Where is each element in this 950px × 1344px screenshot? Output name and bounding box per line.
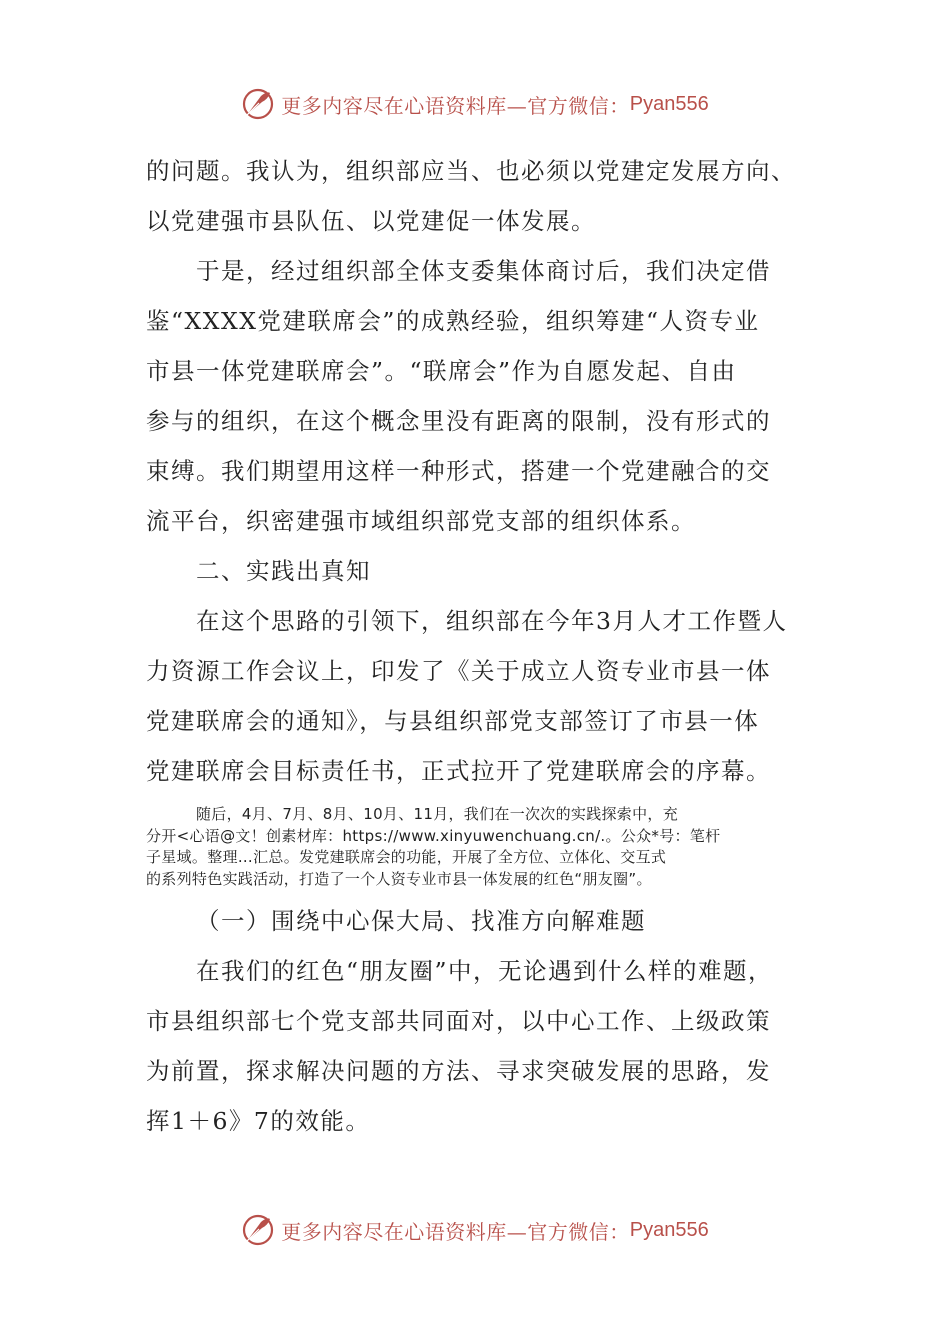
paragraph-line: 的问题。我认为，组织部应当、也必须以党建定发展方向、	[146, 157, 796, 185]
paragraph-line: 党建联席会目标责任书，正式拉开了党建联席会的序幕。	[146, 757, 771, 785]
paragraph-line: 鉴“XXXX党建联席会”的成熟经验，组织筹建“人资专业	[146, 307, 760, 335]
paragraph-line: 挥1＋6》7的效能。	[146, 1107, 371, 1135]
footer-banner-text: 更多内容尽在心语资料库—官方微信：	[281, 1219, 630, 1244]
paragraph-line: 力资源工作会议上，印发了《关于成立人资专业市县一体	[146, 657, 771, 685]
quill-logo-icon	[241, 87, 275, 121]
paragraph-line: 在这个思路的引领下，组织部在今年3月人才工作暨人	[196, 607, 788, 635]
paragraph-line: 党建联席会的通知》，与县组织部党支部签订了市县一体	[146, 707, 760, 735]
header-banner-wechat-id: Pyan556	[629, 92, 709, 115]
small-print-paragraph	[146, 804, 810, 890]
small-print-line: 随后，4月、7月、8月、10月、11月，我们在一次次的实践探索中，充	[196, 805, 679, 823]
paragraph-line: 流平台，织密建强市域组织部党支部的组织体系。	[146, 507, 696, 535]
subsection-heading: （一）围绕中心保大局、找准方向解难题	[196, 907, 646, 935]
header-banner-text: 更多内容尽在心语资料库—官方微信：	[281, 93, 630, 118]
small-print-line: 子星域。整理…汇总。发党建联席会的功能，开展了全方位、立体化、交互式	[146, 848, 667, 866]
header-banner	[0, 82, 950, 126]
paragraph-line: 在我们的红色“朋友圈”中，无论遇到什么样的难题，	[196, 957, 774, 985]
quill-logo-icon	[241, 1213, 275, 1247]
section-heading: 二、实践出真知	[196, 557, 371, 585]
paragraph-line: 以党建强市县队伍、以党建促一体发展。	[146, 207, 596, 235]
small-print-line: 的系列特色实践活动，打造了一个人资专业市县一体发展的红色“朋友圈”。	[146, 869, 652, 888]
paragraph-line: 束缚。我们期望用这样一种形式，搭建一个党建融合的交	[146, 457, 771, 485]
footer-banner-wechat-id: Pyan556	[629, 1218, 709, 1241]
paragraph-line: 市县组织部七个党支部共同面对，以中心工作、上级政策	[146, 1007, 771, 1035]
document-body	[146, 146, 810, 1146]
paragraph-line: 市县一体党建联席会”。“联席会”作为自愿发起、自由	[146, 357, 737, 385]
paragraph-line: 参与的组织，在这个概念里没有距离的限制，没有形式的	[146, 407, 771, 435]
small-print-line: 分开<心语@文！创素材库：https://www.xinyuwenchuang.cn/.。公众*号：笔杆	[146, 826, 721, 845]
footer-banner	[0, 1208, 950, 1252]
paragraph-line: 于是，经过组织部全体支委集体商讨后，我们决定借	[196, 257, 771, 285]
paragraph-line: 为前置，探求解决问题的方法、寻求突破发展的思路，发	[146, 1057, 771, 1085]
